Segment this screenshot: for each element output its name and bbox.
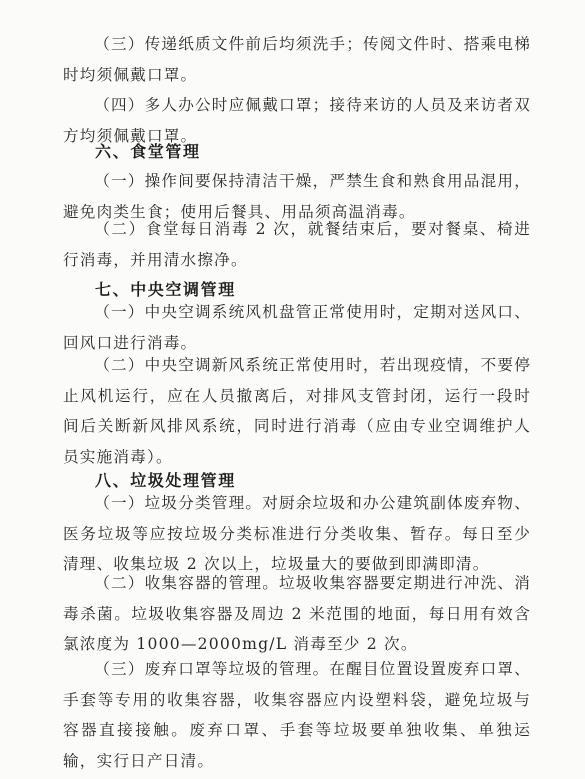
- section-heading-6: 六、食堂管理: [95, 142, 201, 161]
- paragraph-6-1: （一）操作间要保持清洁干燥，严禁生食和熟食用品混用，避免肉类生食；使用后餐具、用品须高温消毒。: [63, 172, 531, 221]
- paragraph-8-3: （三）废弃口罩等垃圾的管理。在醒目位置设置废弃口罩、手套等专用的收集容器，收集容器应内设塑料袋，避免垃圾与容器直接接触。废弃口罩、手套等垃圾要单独收集、单独运输，实行日产日清。: [63, 660, 531, 770]
- paragraph-6-2: （二）食堂每日消毒 2 次，就餐结束后，要对餐桌、椅进行消毒，并用清水擦净。: [63, 220, 531, 269]
- paragraph-7-2: （二）中央空调新风系统正常使用时，若出现疫情，不要停止风机运行，应在人员撤离后，对排风支管封闭，运行一段时间后关断新风排风系统，同时进行消毒（应由专业空调维护人员实施消毒）。: [63, 356, 531, 466]
- section-heading-7: 七、中央空调管理: [95, 280, 236, 299]
- paragraph-8-2: （二）收集容器的管理。垃圾收集容器要定期进行冲洗、消毒杀菌。垃圾收集容器及周边 2 米范围的地面，每日用有效含氯浓度为 1000—2000mg/L 消毒至少 2 次。: [63, 574, 531, 654]
- paragraph-7-1: （一）中央空调系统风机盘管正常使用时，定期对送风口、回风口进行消毒。: [63, 303, 531, 352]
- paragraph-5-4: （四）多人办公时应佩戴口罩；接待来访的人员及来访者双方均须佩戴口罩。: [63, 96, 531, 145]
- paragraph-8-1: （一）垃圾分类管理。对厨余垃圾和办公建筑副体废弃物、医务垃圾等应按垃圾分类标准进行分类收集、暂存。每日至少清理、收集垃圾 2 次以上，垃圾量大的要做到即满即清。: [63, 494, 531, 574]
- paragraph-5-3: （三）传递纸质文件前后均须洗手；传阅文件时、搭乘电梯时均须佩戴口罩。: [63, 35, 531, 84]
- section-heading-8: 八、垃圾处理管理: [95, 471, 236, 490]
